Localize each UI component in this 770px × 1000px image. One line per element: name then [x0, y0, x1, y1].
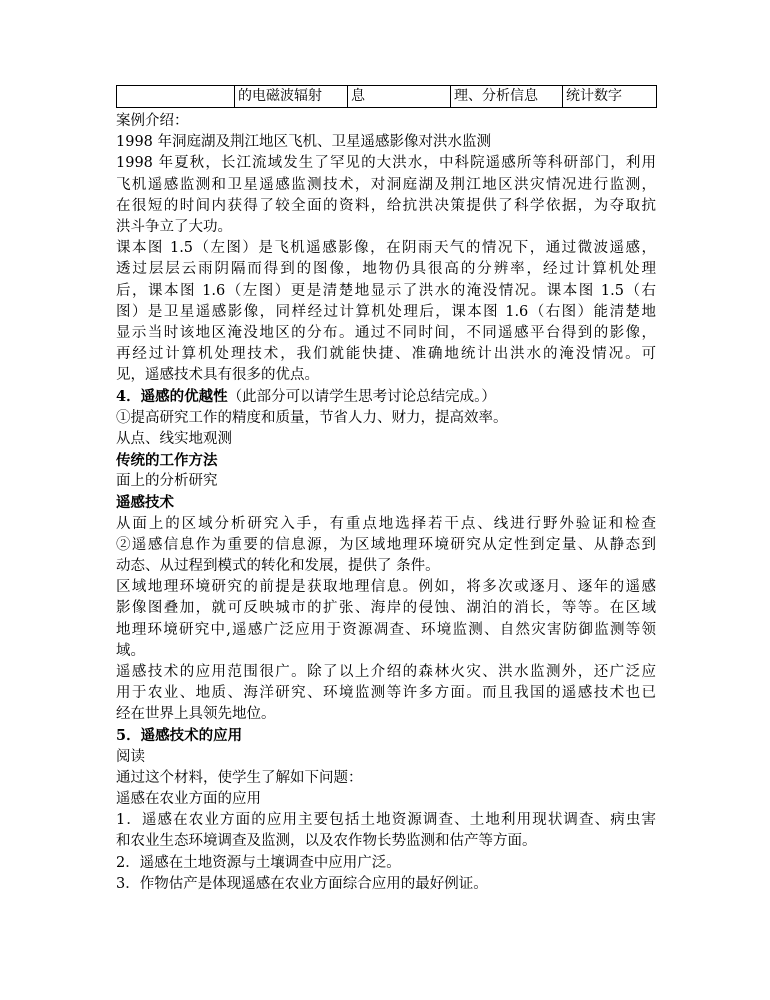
- table-cell: [117, 86, 235, 108]
- table-cell: 统计数字: [563, 86, 657, 108]
- table-fragment: [116, 85, 657, 108]
- text-line: 2．遥感在土地资源与土壤调查中应用广泛。: [116, 854, 401, 871]
- table-row: [117, 86, 657, 108]
- text-line: 3．作物估产是体现遥感在农业方面综合应用的最好例证。: [116, 875, 488, 892]
- text-line: 面上的分析研究: [116, 473, 218, 490]
- text-line: 图）是卫星遥感影像，同样经过计算机处理后，课本图 1.6（右图）能清楚地: [116, 303, 656, 320]
- text-line: 地理环境研究中,遥感广泛应用于资源凋查、环境监测、自然灾害防御监测等领: [116, 621, 656, 638]
- text-line: 域。: [116, 642, 145, 659]
- table-cell: 的电磁波辐射: [235, 86, 348, 108]
- text-line: 再经过计算机处理技术，我们就能快捷、准确地统计出洪水的淹没情况。可: [116, 346, 656, 363]
- text-line: 1．遥感在农业方面的应用主要包括土地资源调查、土地利用现状调查、病虫害: [116, 812, 656, 829]
- text-line: 传统的工作方法: [116, 452, 218, 469]
- text-line: 和农业生态环境调查及监测，以及农作物长势监测和估产等方面。: [116, 833, 537, 850]
- document-page: [116, 85, 656, 895]
- text-line: 飞机遥感监测和卫星遥感监测技术，对洞庭湖及荆江地区洪灾情况进行监测，: [116, 176, 656, 193]
- text-line: 动态、从过程到模式的转化和发展，提供了 条件。: [116, 557, 440, 574]
- text-line: 遥感在农业方面的应用: [116, 791, 261, 807]
- text-line: 1998 年洞庭湖及荆江地区飞机、卫星遥感影像对洪水监测: [116, 134, 492, 151]
- text-line: 在很短的时间内获得了较全面的资料，给抗洪决策提供了科学依据，为夺取抗: [116, 197, 656, 214]
- text-line: 遥感技术的应用范围很广。除了以上介绍的森林火灾、洪水监测外，还广泛应: [116, 663, 656, 680]
- section-heading: 4．遥感的优越性: [116, 388, 228, 406]
- text-line: 后，课本图 1.6（左图）更是清楚地显示了洪水的淹没情况。课本图 1.5（右: [116, 282, 656, 299]
- text-line: 课本图 1.5（左图）是飞机遥感影像，在阴雨天气的情况下，通过微波遥感，: [116, 240, 656, 257]
- text-line: 影像图叠加，就可反映城市的扩张、海岸的侵蚀、湖泊的消长，等等。在区域: [116, 600, 656, 617]
- text-line: 透过层层云雨阴隔而得到的图像，地物仍具很高的分辨率，经过计算机处理: [116, 261, 656, 278]
- table-cell: 息: [348, 86, 451, 108]
- text-line: 显示当时该地区淹没地区的分布。通过不同时间，不同遥感平台得到的影像，: [116, 324, 656, 341]
- text-line: 1998 年夏秋，长江流域发生了罕见的大洪水，中科院遥感所等科研部门，利用: [116, 155, 656, 172]
- text-line: 见，遥感技术具有很多的优点。: [116, 367, 319, 384]
- text-line: 遥感技术: [116, 494, 174, 512]
- text-line: 区域地理环境研究的前提是获取地理信息。例如，将多次或逐月、逐年的遥感: [116, 579, 656, 596]
- text-line: ②遥感信息作为重要的信息源，为区域地理环境研究从定性到定量、从静态到: [116, 536, 656, 553]
- text-line: 从点、线实地观测: [116, 430, 232, 447]
- table-cell: 理、分析信息: [451, 86, 563, 108]
- text-line: 经在世界上具领先地位。: [116, 706, 276, 723]
- text-line: 从面上的区域分析研究入手，有重点地选择若干点、线进行野外验证和检查: [116, 515, 656, 532]
- text-line: [116, 386, 656, 407]
- text-line: 案例介绍：: [116, 113, 189, 129]
- text-line: 用于农业、地质、海洋研究、环境监测等许多方面。而且我国的遥感技术也已: [116, 685, 656, 702]
- text-line: 5．遥感技术的应用: [116, 727, 243, 745]
- text-line: ①提高研究工作的精度和质量，节省人力、财力，提高效率。: [116, 409, 508, 426]
- text-line: 阅读: [116, 748, 145, 765]
- text-line: 洪斗争立了大功。: [116, 218, 232, 235]
- text-line: 通过这个材料，使学生了解如下问题：: [116, 769, 363, 786]
- section-note: （此部分可以请学生思考讨论总结完成。）: [227, 389, 496, 406]
- body-text: [116, 111, 656, 895]
